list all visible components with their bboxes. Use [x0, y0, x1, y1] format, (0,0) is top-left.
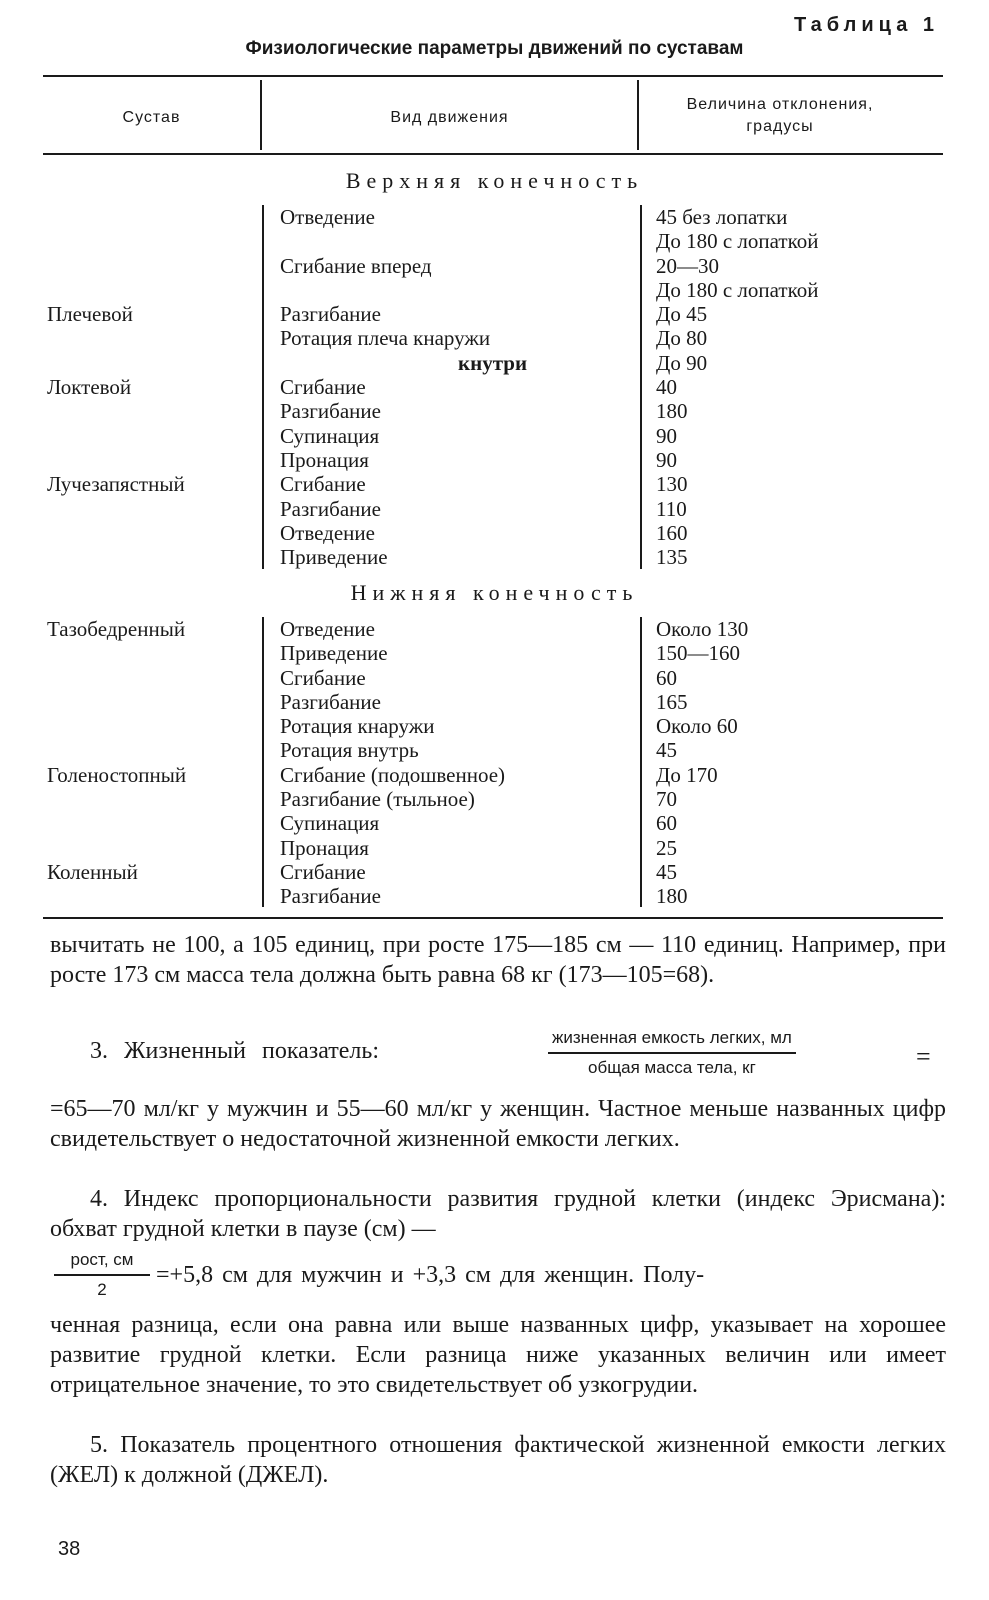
equals-sign: = — [916, 1042, 931, 1071]
movement-cell: Супинация — [280, 811, 380, 836]
body-divider — [262, 617, 264, 907]
body-divider — [262, 205, 264, 569]
value-cell: 40 — [656, 375, 677, 400]
paragraph-text: 4. Индекс пропорциональности развития грудной клетки (индекс Эрисмана): обхват грудной клетки в паузе (см) — — [50, 1186, 946, 1242]
value-cell: 150—160 — [656, 641, 740, 666]
body-divider — [640, 205, 642, 569]
movement-cell: Супинация — [280, 423, 380, 448]
joint-cell: Коленный — [47, 860, 138, 884]
movement-cell: Пронация — [280, 835, 369, 860]
movement-cell — [280, 278, 527, 302]
movement-cell: Сгибание — [280, 472, 366, 497]
movement-cell: Ротация внутрь — [280, 738, 419, 763]
value-cell: 25 — [656, 835, 677, 860]
value-cell: 165 — [656, 689, 688, 714]
movement-cell: кнутри — [458, 350, 528, 375]
movement-cell: Ротация плеча кнаружи — [280, 326, 491, 351]
value-cell: 110 — [656, 496, 687, 521]
movement-cell: Пронация — [280, 447, 369, 472]
value-cell: 135 — [656, 545, 688, 570]
value-cell: 70 — [656, 787, 677, 812]
joint-cell: Локтевой — [47, 375, 132, 399]
movement-cell: Разгибание (тыльное) — [280, 787, 475, 812]
fraction-vital-index — [548, 1028, 796, 1078]
value-cell: До 45 — [656, 302, 708, 327]
fraction-height — [54, 1250, 150, 1300]
paragraph-text: 5. Показатель процентного отношения фактической жизненной емкости легких (ЖЕЛ) к должной (ДЖЕЛ). — [50, 1432, 946, 1488]
movement-cell: Разгибание — [280, 496, 381, 521]
paragraph-text: вычитать не 100, а 105 единиц, при росте 175—185 см — 110 единиц. Например, при росте 173 см масса тела должна быть равна 68 кг (173—105=68). — [50, 932, 946, 988]
paragraph-body-mass — [50, 930, 946, 990]
value-column-upper — [656, 205, 818, 569]
page-number: 38 — [58, 1538, 81, 1560]
value-cell: 45 — [656, 859, 677, 884]
fraction-denominator: общая масса тела, кг — [588, 1058, 756, 1077]
fraction-numerator: жизненная емкость легких, мл — [548, 1028, 796, 1054]
body-divider — [640, 617, 642, 907]
paragraph-vital-capacity-ratio — [50, 1430, 946, 1490]
header-divider — [637, 80, 639, 150]
paragraph-text: ченная разница, если она равна или выше названных цифр, указывает на хорошее развитие грудной клетки. Если разница ниже указанных величин или имеет отрицательное значение, то это свидетельствует об узкогрудии. — [50, 1312, 946, 1398]
paragraph-erisman-formula: =+5,8 см для мужчин и +3,3 см для женщин. Полу- — [156, 1262, 705, 1288]
movement-cell: Сгибание — [280, 375, 366, 400]
movement-cell: Сгибание — [280, 665, 366, 690]
table-number: Таблица 1 — [793, 14, 939, 36]
movement-cell: Приведение — [280, 545, 388, 570]
value-cell: 45 — [656, 738, 677, 763]
joint-cell: Лучезапястный — [47, 472, 185, 496]
movement-cell: Сгибание — [280, 859, 366, 884]
paragraph-vital-index — [50, 1094, 946, 1154]
column-header-value: Величина отклонения, градусы — [686, 96, 874, 135]
value-cell: 130 — [656, 472, 688, 497]
paragraph-erisman-index — [50, 1184, 946, 1244]
value-cell: 60 — [656, 811, 677, 836]
value-cell: 45 без лопатки — [656, 205, 788, 229]
value-cell: 180 — [656, 884, 688, 909]
movement-column-lower — [280, 617, 505, 909]
movement-cell: Разгибание — [280, 884, 381, 909]
joint-cell: Плечевой — [47, 302, 133, 326]
value-cell: 180 — [656, 399, 688, 424]
value-cell: Около 130 — [656, 617, 749, 641]
paragraph-text: =65—70 мл/кг у мужчин и 55—60 мл/кг у женщин. Частное меньше названных цифр свидетельствует о недостаточной жизненной емкости легких. — [50, 1096, 946, 1152]
value-cell: До 180 с лопаткой — [656, 229, 819, 254]
movement-cell: Ротация кнаружи — [280, 714, 435, 739]
movement-cell: Отведение — [280, 520, 375, 545]
movement-cell: Сгибание вперед — [280, 253, 432, 278]
movement-cell: Отведение — [280, 617, 375, 641]
value-cell: До 80 — [656, 326, 708, 351]
table-bottom-rule — [43, 917, 943, 919]
movement-cell: Приведение — [280, 641, 388, 666]
value-cell: 90 — [656, 423, 677, 448]
fraction-denominator: 2 — [97, 1280, 107, 1299]
paragraph-vital-index-lead: 3. Жизненный показатель: — [90, 1038, 380, 1064]
movement-cell: Разгибание — [280, 399, 381, 424]
value-cell: До 90 — [656, 350, 708, 375]
movement-cell: Разгибание — [280, 689, 381, 714]
value-cell: 60 — [656, 665, 677, 690]
paragraph-erisman-conclusion — [50, 1310, 946, 1400]
value-cell: 90 — [656, 447, 677, 472]
value-cell: 160 — [656, 520, 688, 545]
movement-cell — [280, 229, 527, 253]
fraction-numerator: рост, см — [54, 1250, 150, 1276]
column-header-movement: Вид движения — [390, 109, 509, 126]
section-title-lower-limb: Нижняя конечность — [350, 580, 639, 605]
table-top-rule — [43, 75, 943, 77]
value-cell: 20—30 — [656, 253, 719, 278]
joint-cell: Тазобедренный — [47, 617, 186, 641]
column-header-joint: Сустав — [122, 109, 181, 126]
value-cell: До 180 с лопаткой — [656, 277, 819, 302]
movement-cell: Сгибание (подошвенное) — [280, 762, 506, 787]
value-cell: До 170 — [656, 762, 718, 787]
movement-cell: Отведение — [280, 205, 375, 229]
joint-cell: Голеностопный — [47, 763, 187, 787]
value-cell: Около 60 — [656, 714, 738, 739]
table-caption: Физиологические параметры движений по суставам — [245, 38, 744, 59]
table-header-rule — [43, 153, 943, 155]
movement-cell: Разгибание — [280, 302, 381, 327]
value-column-lower — [656, 617, 748, 909]
movement-column-upper — [280, 205, 527, 569]
section-title-upper-limb: Верхняя конечность — [345, 168, 644, 193]
